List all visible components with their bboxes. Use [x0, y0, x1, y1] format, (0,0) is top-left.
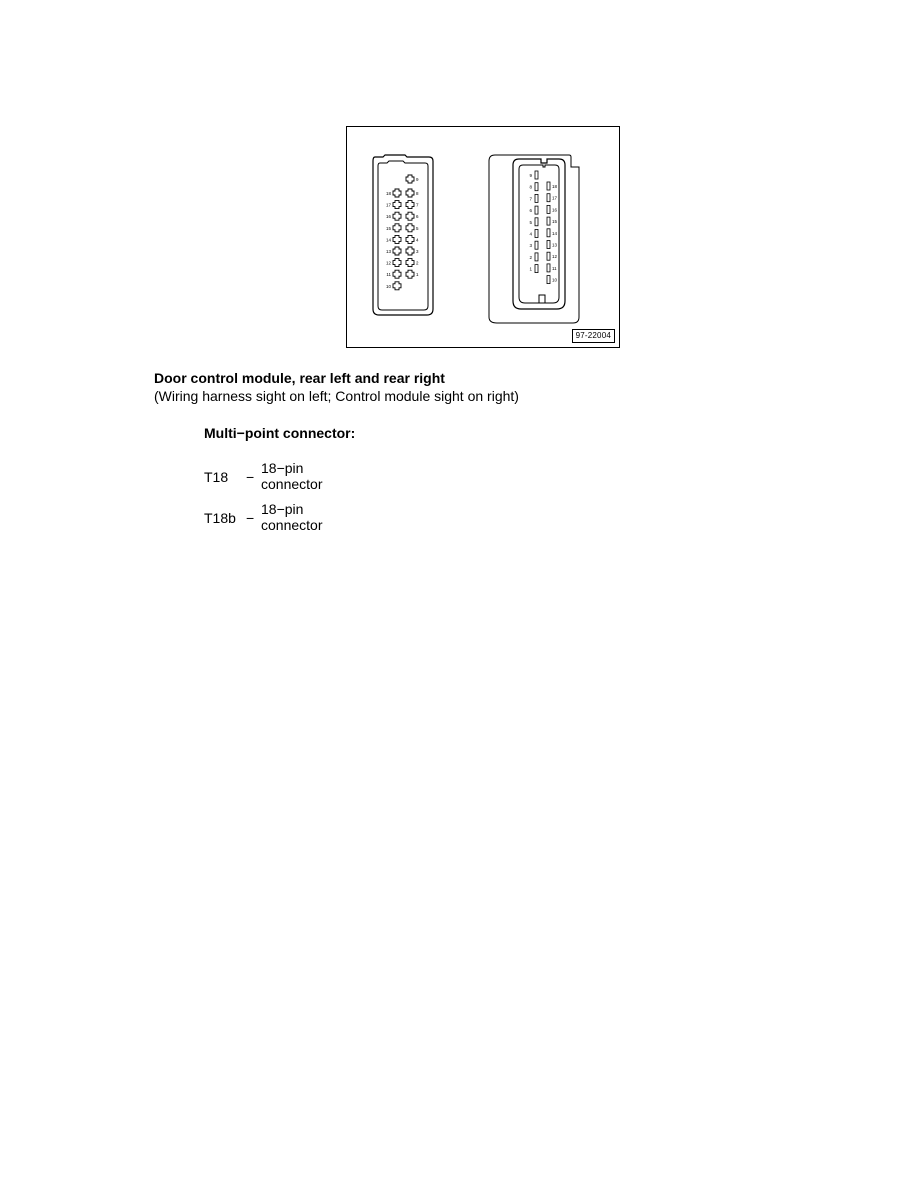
pin-number: 4 — [529, 231, 532, 237]
connector-code: T18b — [204, 510, 236, 526]
pin-number: 2 — [416, 260, 419, 266]
pin-number: 11 — [552, 265, 557, 271]
pin-number: 8 — [416, 191, 419, 196]
connector-diagram-drawing — [347, 127, 619, 347]
pin-socket — [393, 235, 401, 243]
pin-socket — [406, 270, 414, 278]
pin-number: 15 — [552, 219, 558, 225]
pin-number: 1 — [529, 266, 532, 272]
pin-number: 10 — [552, 277, 558, 283]
connector-dash: − — [246, 469, 255, 485]
pin-contact — [547, 264, 550, 272]
pin-socket — [406, 235, 414, 243]
pin-number: 17 — [385, 202, 391, 208]
multi-point-connector-heading: Multi−point connector: — [204, 425, 356, 441]
pin-socket — [393, 201, 401, 209]
pin-contact — [547, 205, 550, 213]
pin-socket — [406, 175, 414, 183]
pin-socket — [393, 282, 401, 290]
section-subtitle: (Wiring harness sight on left; Control module sight on right) — [154, 388, 519, 404]
pin-socket — [406, 201, 414, 209]
pin-number: 11 — [386, 272, 391, 278]
pin-contact — [547, 229, 550, 237]
pin-number: 17 — [552, 195, 558, 201]
pin-contact — [535, 206, 538, 214]
pin-contact — [535, 183, 538, 191]
pin-number: 4 — [416, 237, 419, 243]
pin-contact — [547, 182, 550, 190]
harness-pin-group — [386, 175, 419, 290]
pin-contact — [535, 253, 538, 261]
pin-number: 18 — [552, 184, 558, 189]
pin-contact — [547, 194, 550, 202]
pin-number: 6 — [416, 214, 419, 220]
pin-number: 8 — [529, 184, 532, 190]
pin-socket — [393, 247, 401, 255]
pin-number: 10 — [385, 283, 391, 289]
pin-contact — [535, 171, 538, 179]
pin-socket — [393, 259, 401, 267]
connector-description: 18−pin connector — [261, 460, 323, 492]
harness-connector — [373, 155, 433, 315]
pin-contact — [535, 218, 538, 226]
pin-number: 16 — [385, 214, 391, 220]
pin-number: 14 — [552, 230, 558, 236]
pin-number: 13 — [385, 249, 391, 254]
pin-socket — [406, 259, 414, 267]
pin-contact — [535, 230, 538, 238]
pin-number: 1 — [416, 272, 419, 278]
pin-number: 16 — [552, 207, 558, 213]
pin-number: 12 — [385, 260, 391, 266]
pin-number: 3 — [416, 249, 419, 254]
connector-dash: − — [246, 510, 255, 526]
pin-contact — [547, 252, 550, 260]
pin-number: 9 — [529, 173, 532, 178]
pin-number: 2 — [529, 254, 532, 260]
pin-socket — [406, 224, 414, 232]
pin-number: 15 — [385, 225, 391, 231]
pin-socket — [406, 189, 414, 197]
pin-number: 14 — [385, 237, 391, 243]
pin-socket — [393, 224, 401, 232]
connector-diagram — [346, 126, 620, 348]
pin-socket — [393, 212, 401, 220]
pin-number: 12 — [552, 254, 558, 260]
pin-contact — [535, 194, 538, 202]
pin-contact — [535, 265, 538, 273]
pin-number: 7 — [416, 202, 419, 208]
connector-description: 18−pin connector — [261, 501, 323, 533]
pin-number: 3 — [529, 243, 532, 249]
pin-contact — [547, 241, 550, 249]
pin-contact — [547, 276, 550, 284]
module-pin-group — [529, 171, 557, 284]
connector-code: T18 — [204, 469, 229, 485]
module-connector — [513, 159, 565, 309]
pin-socket — [393, 189, 401, 197]
pin-number: 5 — [416, 225, 419, 231]
pin-number: 9 — [416, 177, 419, 182]
pin-number: 18 — [385, 191, 391, 196]
pin-socket — [406, 212, 414, 220]
pin-number: 5 — [529, 219, 532, 225]
pin-socket — [393, 270, 401, 278]
pin-contact — [535, 241, 538, 249]
section-title: Door control module, rear left and rear right — [154, 370, 445, 386]
pin-socket — [406, 247, 414, 255]
pin-number: 6 — [529, 208, 532, 214]
pin-number: 7 — [529, 196, 532, 202]
pin-number: 13 — [552, 242, 558, 248]
pin-contact — [547, 217, 550, 225]
figure-id-label: 97-22004 — [572, 329, 615, 343]
